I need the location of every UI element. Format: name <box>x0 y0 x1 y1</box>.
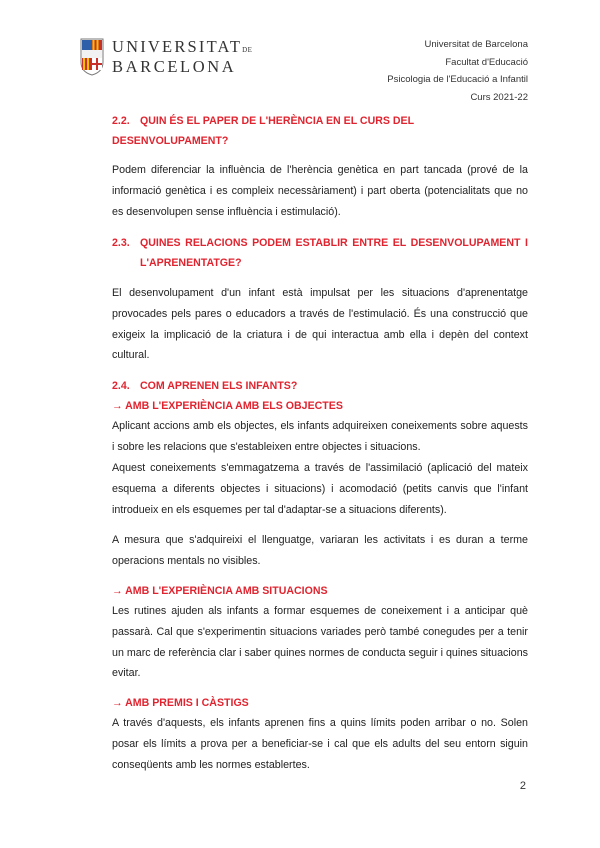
section-2-2-paragraph: Podem diferenciar la influència de l'herència genètica en part tancada (prové de la informació genètica i es compleix necessàriament) i part oberta (potencialitats que no es desenvolupen sense influència i estimulació). <box>112 164 528 218</box>
logo-line1: UNIVERSITAT <box>112 37 243 56</box>
header-subject: Psicologia de l'Educació a Infantil <box>387 74 528 85</box>
logo-line2: BARCELONA <box>112 56 237 76</box>
situations-paragraph: Les rutines ajuden als infants a formar esquemes de coneixement i a anticipar què passarà. Cal que s'experimentin situacions variades però també conegudes per a tenir un marc de referència clar i saber quines normes de conducta seguir i quines situacions evitar. <box>112 604 528 680</box>
section-2-3-number: 2.3. <box>112 236 130 249</box>
section-2-2-title: QUIN ÉS EL PAPER DE L'HERÈNCIA EN EL CURS DEL DESENVOLUPAMENT? <box>112 115 414 147</box>
header-course: Curs 2021-22 <box>470 91 528 103</box>
university-shield-icon <box>80 38 104 76</box>
header-info <box>387 36 528 106</box>
section-2-4-heading <box>112 376 528 396</box>
section-2-3-paragraph: El desenvolupament d'un infant està impulsat per les situacions d'aprenentatge provocades pels pares o educadors a través de l'estimulació. És una construcció que exigeix la implicació de la criatura i de qui interactua amb ella i depèn del context cultural. <box>112 286 528 362</box>
rewards-paragraph: A través d'aquests, els infants aprenen fins a quins límits poden arribar o no. Solen posar els límits a prova per a beneficiar-se i cal que els adults del seu entorn siguin conseqüents amb les normes establertes. <box>112 717 528 772</box>
section-2-3-title: QUINES RELACIONS PODEM ESTABLIR ENTRE EL DESENVOLUPAMENT I L'APRENENTATGE? <box>140 236 528 269</box>
objects-paragraph-2: Aquest coneixements s'emmagatzema a través de l'assimilació (aplicació del mateix esquema a diferents objectes i situacions) i acomodació (petits canvis que l'infant introdueix en els esquemes per tal d'adaptar-se a situacions diferents). <box>112 462 528 516</box>
page-number: 2 <box>519 780 526 792</box>
document-body <box>112 111 528 776</box>
subheading-situations: → AMB L'EXPERIÈNCIA AMB SITUACIONS <box>112 584 328 597</box>
logo-de: DE <box>242 46 253 54</box>
header-university: Universitat de Barcelona <box>424 39 528 50</box>
header-faculty: Facultat d'Educació <box>445 56 528 68</box>
section-2-3-heading <box>112 233 528 273</box>
section-2-2-number: 2.2. <box>112 115 130 127</box>
objects-paragraph-1: Aplicant accions amb els objectes, els infants adquireixen coneixements sobre aquests i sobre les relacions que s'estableixen entre objectes i situacions. <box>112 420 528 454</box>
section-2-4-title: COM APRENEN ELS INFANTS? <box>140 380 298 393</box>
section-2-4-number: 2.4. <box>112 380 130 393</box>
subheading-rewards: → AMB PREMIS I CÀSTIGS <box>112 697 249 710</box>
objects-paragraph-3: A mesura que s'adquireixi el llenguatge, variaran les activitats i es duran a terme operacions mentals no visibles. <box>112 533 528 567</box>
subheading-objects: → AMB L'EXPERIÈNCIA AMB ELS OBJECTES <box>112 400 343 413</box>
university-name <box>112 39 252 75</box>
university-logo <box>80 38 252 76</box>
section-2-2-heading <box>112 111 528 151</box>
